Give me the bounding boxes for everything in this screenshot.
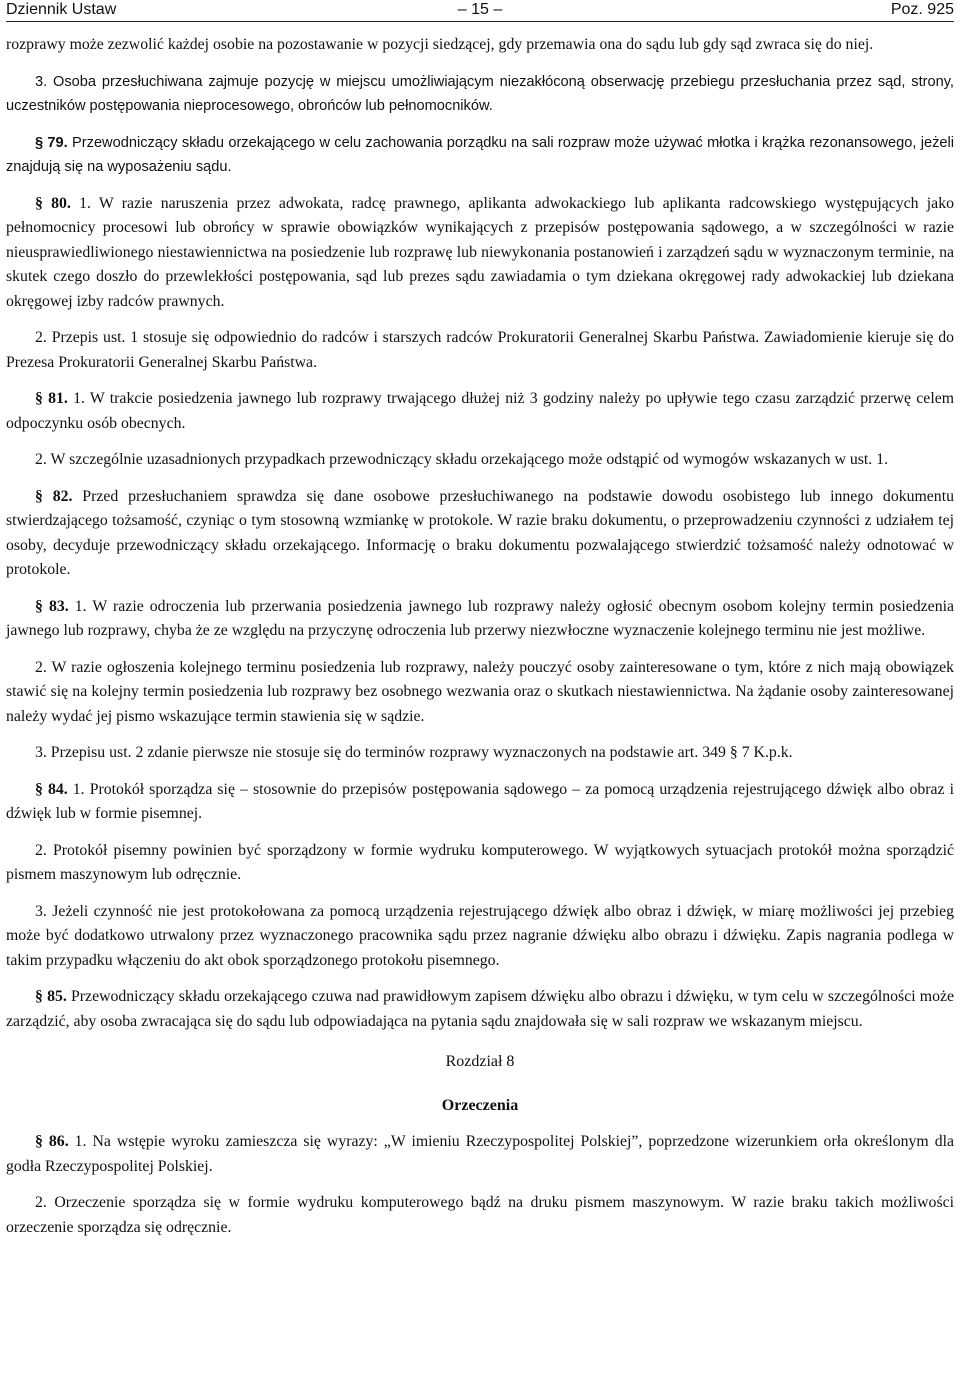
position-number: Poz. 925 [890, 1, 954, 18]
document-body [6, 33, 954, 1240]
paragraph [6, 1191, 954, 1240]
paragraph-text: 1. Protokół sporządza się – stosownie do przepisów postępowania sądowego – za pomocą urządzenia rejestrującego dźwięk albo obraz i dźwięk lub w formie pisemnej. [6, 780, 954, 822]
paragraph-section-86 [6, 1130, 954, 1179]
paragraph-section-84 [6, 778, 954, 827]
section-number: § 81. [35, 390, 68, 407]
paragraph-text: 2. W szczególnie uzasadnionych przypadkach przewodniczący składu orzekającego może odstąpić od wymogów wskazanych w ust. 1. [35, 451, 889, 468]
paragraph-section-79 [6, 131, 954, 180]
paragraph [6, 900, 954, 974]
paragraph-text: 1. W trakcie posiedzenia jawnego lub rozprawy trwającego dłużej niż 3 godziny należy po upływie tego czasu zarządzić przerwę celem odpoczynku osób obecnych. [6, 390, 955, 432]
paragraph-section-85 [6, 985, 954, 1034]
section-number: § 85. [35, 988, 67, 1005]
paragraph-text: 2. Przepis ust. 1 stosuje się odpowiednio do radców i starszych radców Prokuratorii Generalnej Skarbu Państwa. Zawiadomienie kieruje się do Prezesa Prokuratorii Generalnej Skarbu Państwa. [6, 329, 954, 371]
paragraph-text: 3. Przepisu ust. 2 zdanie pierwsze nie stosuje się do terminów rozprawy wyznaczonych na podstawie art. 349 § 7 K.p.k. [35, 744, 793, 761]
paragraph [6, 741, 954, 766]
journal-title: Dziennik Ustaw [6, 1, 117, 18]
paragraph-text: 3. Osoba przesłuchiwana zajmuje pozycję w miejscu umożliwiającym niezakłóconą obserwację przebiegu przesłuchania przez sąd, strony, uczestników postępowania nieprocesowego, obrońców lub pełnomocników. [6, 73, 954, 114]
paragraph-section-82 [6, 485, 954, 583]
section-number: § 86. [35, 1133, 69, 1150]
paragraph-text: 2. Protokół pisemny powinien być sporządzony w formie wydruku komputerowego. W wyjątkowych sytuacjach protokół można sporządzić pismem maszynowym lub odręcznie. [6, 841, 954, 883]
paragraph-text: rozprawy może zezwolić każdej osobie na pozostawanie w pozycji siedzącej, gdy przemawia ona do sądu lub gdy sąd zwraca się do niej. [6, 36, 874, 53]
paragraph [6, 656, 954, 730]
page-number: – 15 – [457, 1, 503, 18]
paragraph [6, 33, 954, 58]
paragraph [6, 839, 954, 888]
paragraph [6, 448, 954, 473]
paragraph [6, 70, 954, 119]
section-number: § 82. [35, 487, 73, 505]
paragraph-section-81 [6, 387, 954, 436]
paragraph-text: 2. Orzeczenie sporządza się w formie wydruku komputerowego bądź na druku pismem maszynowym. W razie braku takich możliwości orzeczenie sporządza się odręcznie. [6, 1194, 954, 1236]
section-number: § 84. [35, 780, 68, 798]
chapter-number: Rozdział 8 [445, 1053, 515, 1070]
section-number: § 80. [35, 194, 71, 212]
chapter-title: Orzeczenia [441, 1097, 519, 1114]
section-number: § 79. [35, 134, 68, 151]
paragraph-text: Przed przesłuchaniem sprawdza się dane osobowe przesłuchiwanego na podstawie dowodu osobistego lub innego dokumentu stwierdzającego tożsamość, czyniąc o tym stosowną wzmiankę w protokole. W razie braku dokumentu, o przeprowadzeniu czynności z udziałem tej osoby, decyduje przewodniczący składu orzekającego. Informację o braku dokumentu pozwalającego stwierdzić tożsamość należy odnotować w protokole. [6, 487, 954, 578]
paragraph-section-80 [6, 192, 954, 315]
paragraph-section-83 [6, 595, 954, 644]
paragraph [6, 326, 954, 375]
paragraph-text: 3. Jeżeli czynność nie jest protokołowana za pomocą urządzenia rejestrującego dźwięk albo obraz i dźwięk, w miarę możliwości jej przebieg może być dodatkowo utrwalony przez wyznaczonego pracownika sądu przez nagranie dźwięku albo obrazu i dźwięku. Zapis nagrania podlega w takim przypadku włączeniu do akt obok sporządzonego protokołu pisemnego. [6, 902, 954, 969]
paragraph-text: 2. W razie ogłoszenia kolejnego terminu posiedzenia lub rozprawy, należy pouczyć osoby zainteresowane o tym, które z nich mają obowiązek stawić się na kolejny termin posiedzenia lub rozprawy bez osobnego wezwania oraz o skutkach niestawiennictwa. Na żądanie osoby zainteresowanej należy wydać jej pismo wskazujące termin stawienia się w sądzie. [6, 658, 954, 725]
paragraph-text: 1. W razie odroczenia lub przerwania posiedzenia jawnego lub rozprawy należy ogłosić obecnym osobom kolejny termin posiedzenia jawnego lub rozprawy, chyba że ze względu na przyczynę odroczenia lub przerwy niezwłoczne wyznaczenie kolejnego terminu nie jest możliwe. [6, 597, 954, 639]
paragraph-text: 1. W razie naruszenia przez adwokata, radcę prawnego, aplikanta adwokackiego lub aplikanta radcowskiego występujących jako pełnomocnicy procesowi lub obrońcy w sprawie obowiązków wynikających z przepisów postępowania sądowego, a w szczególności w razie nieusprawiedliwionego niestawiennictwa na posiedzenie lub rozprawę lub niewykonania postanowień i zarządzeń sądu w wyznaczonym terminie, na skutek czego doszło do przewlekłości postępowania, sąd lub prezes sądu zawiadamia o tym dziekana okręgowej rady adwokackiej lub dziekana okręgowej izby radców prawnych. [6, 194, 954, 310]
paragraph-text: Przewodniczący składu orzekającego w celu zachowania porządku na sali rozpraw może używać młotka i krążka rezonansowego, jeżeli znajdują się na wyposażeniu sądu. [6, 134, 954, 175]
paragraph-text: 1. Na wstępie wyroku zamieszcza się wyrazy: „W imieniu Rzeczypospolitej Polskiej”, poprzedzone wizerunkiem orła określonym dla godła Rzeczypospolitej Polskiej. [6, 1133, 954, 1175]
paragraph-text: Przewodniczący składu orzekającego czuwa nad prawidłowym zapisem dźwięku albo obrazu i dźwięku, w tym celu w szczególności może zarządzić, aby osoba zwracająca się do sądu lub odpowiadająca na pytania sądu znajdowała się w sali rozpraw we wskazanym miejscu. [6, 988, 954, 1030]
section-number: § 83. [35, 597, 69, 615]
page-header [6, 0, 954, 22]
